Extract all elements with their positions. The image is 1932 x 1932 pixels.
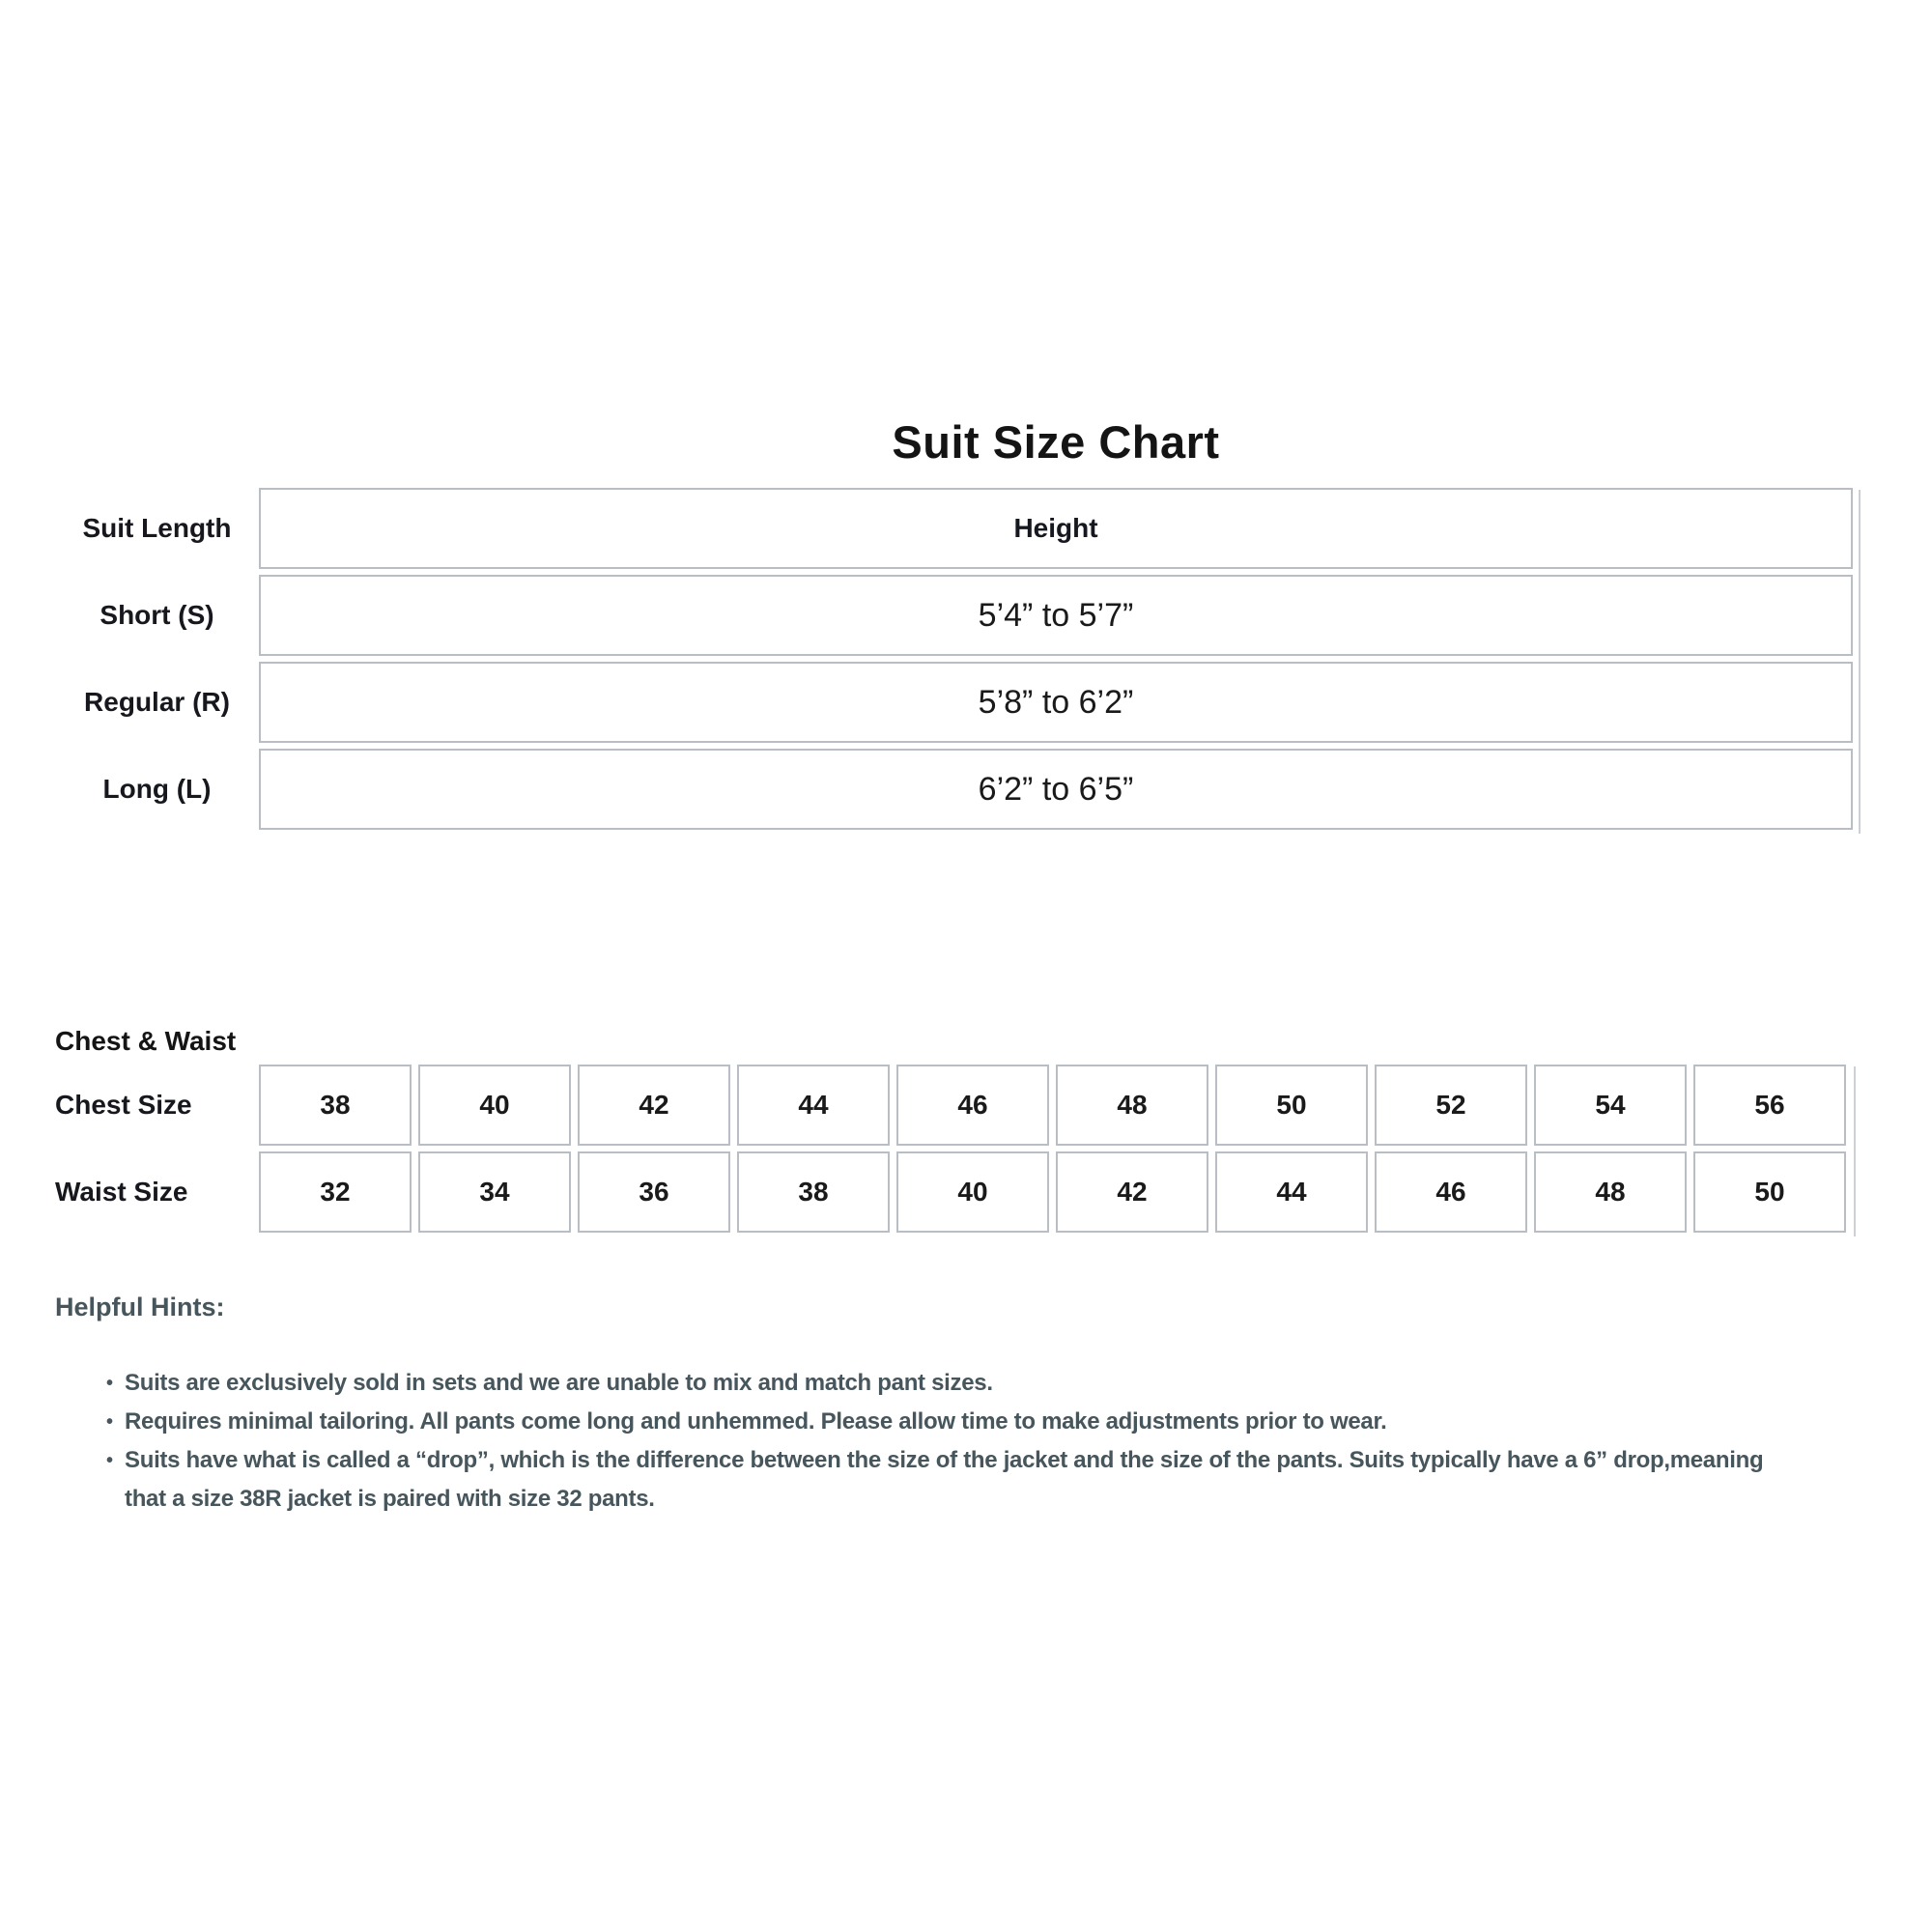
- row-label-short: Short (S): [99, 600, 214, 630]
- bullet-icon: •: [106, 1373, 113, 1394]
- height-value-regular: 5’8” to 6’2”: [978, 683, 1134, 721]
- chest-size-cell: 54: [1534, 1065, 1687, 1146]
- chest-size-cell: 48: [1056, 1065, 1208, 1146]
- row-label-long: Long (L): [102, 774, 212, 804]
- bullet-icon: •: [106, 1411, 113, 1433]
- helpful-hints-list: [104, 1364, 1776, 1519]
- helpful-hints-heading: Helpful Hints:: [55, 1293, 225, 1321]
- chest-waist-table: [55, 1065, 1846, 1233]
- row-label-regular: Regular (R): [84, 687, 230, 717]
- waist-size-cell: 38: [737, 1151, 890, 1233]
- bullet-icon: •: [106, 1450, 113, 1471]
- hint-text: Suits have what is called a “drop”, which is the difference between the size of the jacket and the size of the pants. Suits typically have a 6” drop,meaning that a size 38R jacket is paired with size 32 pants.: [125, 1447, 1764, 1512]
- height-header-text: Height: [1013, 513, 1098, 543]
- chest-size-cell: 42: [578, 1065, 730, 1146]
- height-value-short: 5’4” to 5’7”: [978, 596, 1134, 634]
- waist-size-cell: 50: [1693, 1151, 1846, 1233]
- waist-size-cell: 42: [1056, 1151, 1208, 1233]
- waist-size-cell: 32: [259, 1151, 412, 1233]
- waist-size-cell: 44: [1215, 1151, 1368, 1233]
- hint-text: Requires minimal tailoring. All pants come long and unhemmed. Please allow time to make adjustments prior to wear.: [125, 1408, 1387, 1435]
- suit-length-corner-label: Suit Length: [82, 513, 232, 543]
- waist-size-cell: 34: [418, 1151, 571, 1233]
- page-title: Suit Size Chart: [892, 416, 1220, 468]
- hint-item: [104, 1364, 1776, 1403]
- hint-item: [104, 1441, 1776, 1519]
- height-cell-long: [259, 749, 1853, 830]
- hint-text: Suits are exclusively sold in sets and we are unable to mix and match pant sizes.: [125, 1370, 993, 1396]
- height-value-long: 6’2” to 6’5”: [978, 770, 1134, 808]
- chest-size-cell: 52: [1375, 1065, 1527, 1146]
- height-header-cell: [259, 488, 1853, 569]
- suit-length-table: [55, 488, 1853, 830]
- chest-size-cell: 50: [1215, 1065, 1368, 1146]
- chest-waist-heading: Chest & Waist: [55, 1026, 237, 1056]
- chest-size-cell: 38: [259, 1065, 412, 1146]
- hint-item: [104, 1403, 1776, 1441]
- chest-size-cell: 46: [896, 1065, 1049, 1146]
- waist-size-cell: 40: [896, 1151, 1049, 1233]
- chest-size-cell: 44: [737, 1065, 890, 1146]
- waist-size-cell: 46: [1375, 1151, 1527, 1233]
- waist-size-label: Waist Size: [55, 1177, 188, 1207]
- chest-size-label: Chest Size: [55, 1090, 192, 1120]
- waist-size-cell: 36: [578, 1151, 730, 1233]
- height-cell-regular: [259, 662, 1853, 743]
- chest-size-cell: 56: [1693, 1065, 1846, 1146]
- chest-size-cell: 40: [418, 1065, 571, 1146]
- waist-size-cell: 48: [1534, 1151, 1687, 1233]
- height-cell-short: [259, 575, 1853, 656]
